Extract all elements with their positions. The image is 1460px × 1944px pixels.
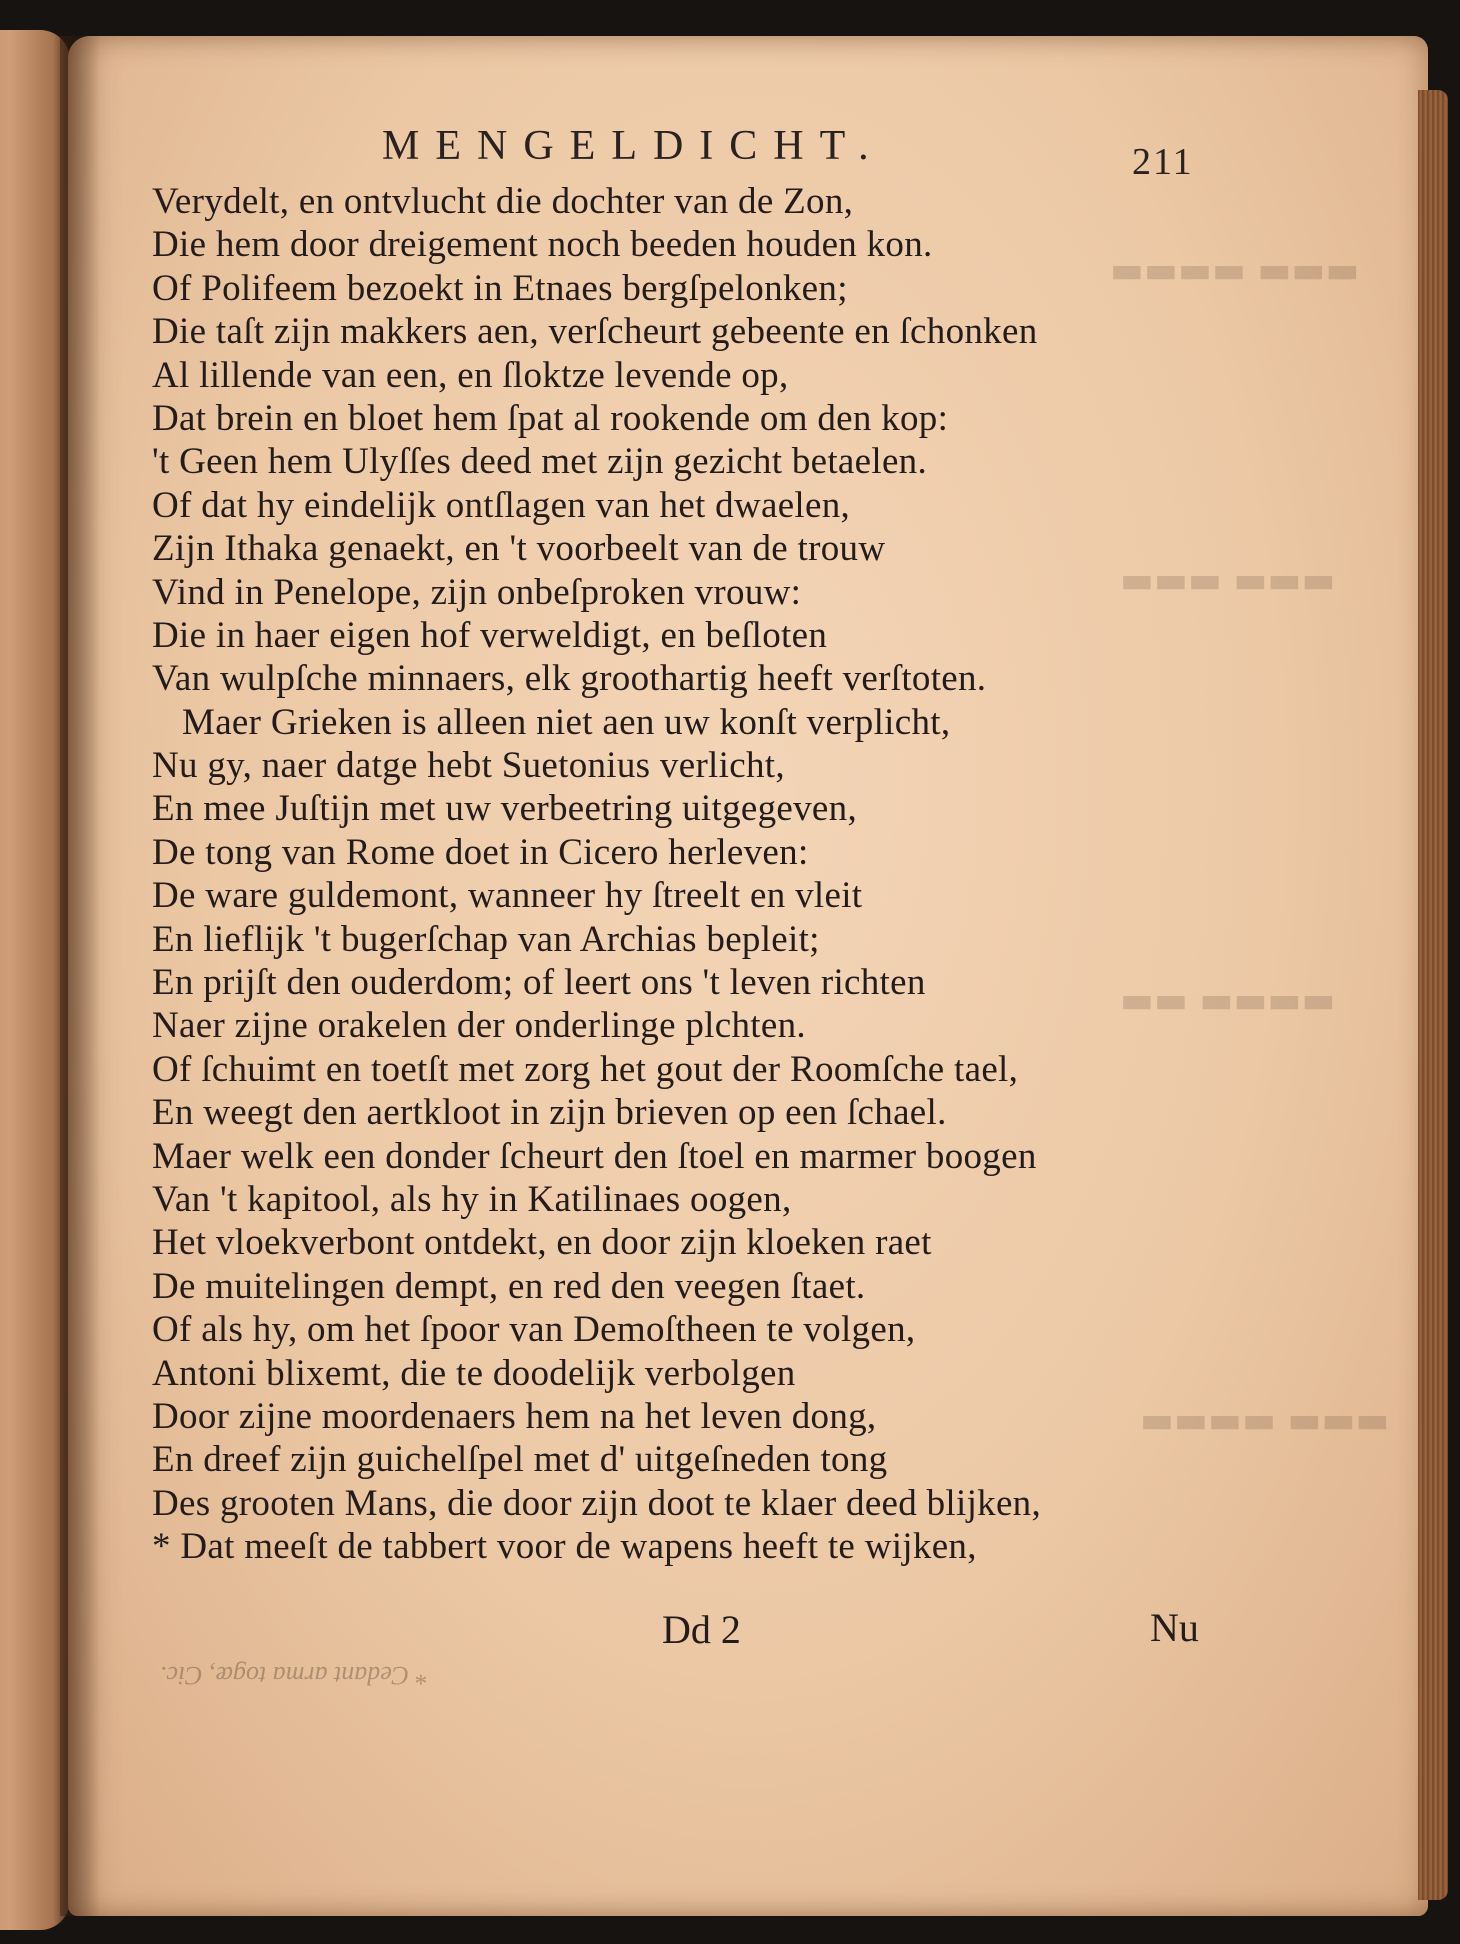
footnote-show-through: * Cedant arma togæ, Cic. (160, 1661, 429, 1690)
verse-line: Verydelt, en ontvlucht die dochter van de Zon, (152, 181, 854, 222)
verse-line: Nu gy, naer datge hebt Suetonius verlicht, (152, 745, 785, 787)
verse-line: En prijſt den ouderdom; of leert ons 't leven richten (152, 962, 926, 1004)
verse-line: Van 't kapitool, als hy in Katilinaes oogen, (152, 1178, 792, 1220)
verse-line: Van wulpſche minnaers, elk groothartig heeft verſtoten. (152, 658, 987, 700)
verse-line: Die taſt zijn makkers aen, verſcheurt gebeente en ſchonken (152, 311, 1038, 353)
verse-line: En dreef zijn guichelſpel met d' uitgeſneden tong (152, 1439, 888, 1481)
verse-line: De muitelingen dempt, en red den veegen ſtaet. (152, 1265, 866, 1307)
verse-line: Naer zijne orakelen der onderlinge plchten. (152, 1005, 806, 1047)
page-number: 211 (1132, 141, 1194, 183)
signature-mark: Dd 2 (662, 1607, 741, 1652)
verse-line: Of als hy, om het ſpoor van Demoſtheen te volgen, (152, 1309, 916, 1351)
verse-line: Of ſchuimt en toetſt met zorg het gout der Roomſche tael, (152, 1048, 1019, 1090)
verse-line: Vind in Penelope, zijn onbeſproken vrouw: (152, 571, 802, 613)
verse-line: De ware guldemont, wanneer hy ſtreelt en vleit (152, 875, 863, 917)
verse-line: Zijn Ithaka genaekt, en 't voorbeelt van de trouw (152, 528, 886, 570)
verse-line: Die hem door dreigement noch beeden houden kon. (152, 224, 933, 266)
poem-text (152, 180, 1252, 1569)
catchword: Nu (1150, 1605, 1199, 1650)
verse-line: Door zijne moordenaers hem na het leven dong, (152, 1395, 877, 1437)
show-through-text: ▬▬▬▬ ▬▬ (1120, 980, 1336, 1021)
verse-line: 't Geen hem Ulyſſes deed met zijn gezicht betaelen. (152, 441, 928, 483)
show-through-text: ▬▬▬ ▬▬▬▬ (1110, 250, 1360, 291)
show-through-text: ▬▬▬ ▬▬▬ (1120, 560, 1336, 601)
verse-line: Die in haer eigen hof verweldigt, en beſloten (152, 614, 828, 656)
verse-line: En mee Juſtijn met uw verbeetring uitgegeven, (152, 788, 857, 830)
verse-line: Het vloekverbont ontdekt, en door zijn kloeken raet (152, 1222, 932, 1264)
verse-line: Maer Grieken is alleen niet aen uw konſt verplicht, (182, 701, 951, 743)
verse-line: * Dat meeſt de tabbert voor de wapens heeft te wijken, (152, 1526, 977, 1568)
running-title: MENGELDICHT. (382, 123, 885, 169)
verse-line: Maer welk een donder ſcheurt den ſtoel en marmer boogen (152, 1135, 1037, 1177)
verse-line: En weegt den aertkloot in zijn brieven op een ſchael. (152, 1092, 947, 1134)
gutter-shadow (60, 36, 100, 1916)
verse-line: En lieflijk 't bugerſchap van Archias bepleit; (152, 918, 820, 960)
verse-line: Of dat hy eindelijk ontſlagen van het dwaelen, (152, 484, 851, 526)
verse-line: Al lillende van een, en ſloktze levende op, (152, 354, 789, 396)
verse-line: Des grooten Mans, die door zijn doot te klaer deed blijken, (152, 1482, 1042, 1524)
verse-line: De tong van Rome doet in Cicero herleven: (152, 831, 809, 873)
verse-line: Antoni blixemt, die te doodelijk verbolgen (152, 1352, 796, 1394)
verse-line: Of Polifeem bezoekt in Etnaes bergſpelonken; (152, 267, 848, 309)
verse-line: Dat brein en bloet hem ſpat al rookende om den kop: (152, 397, 949, 439)
page-block-edges (1418, 90, 1448, 1900)
show-through-text: ▬▬▬ ▬▬▬▬ (1140, 1400, 1390, 1441)
